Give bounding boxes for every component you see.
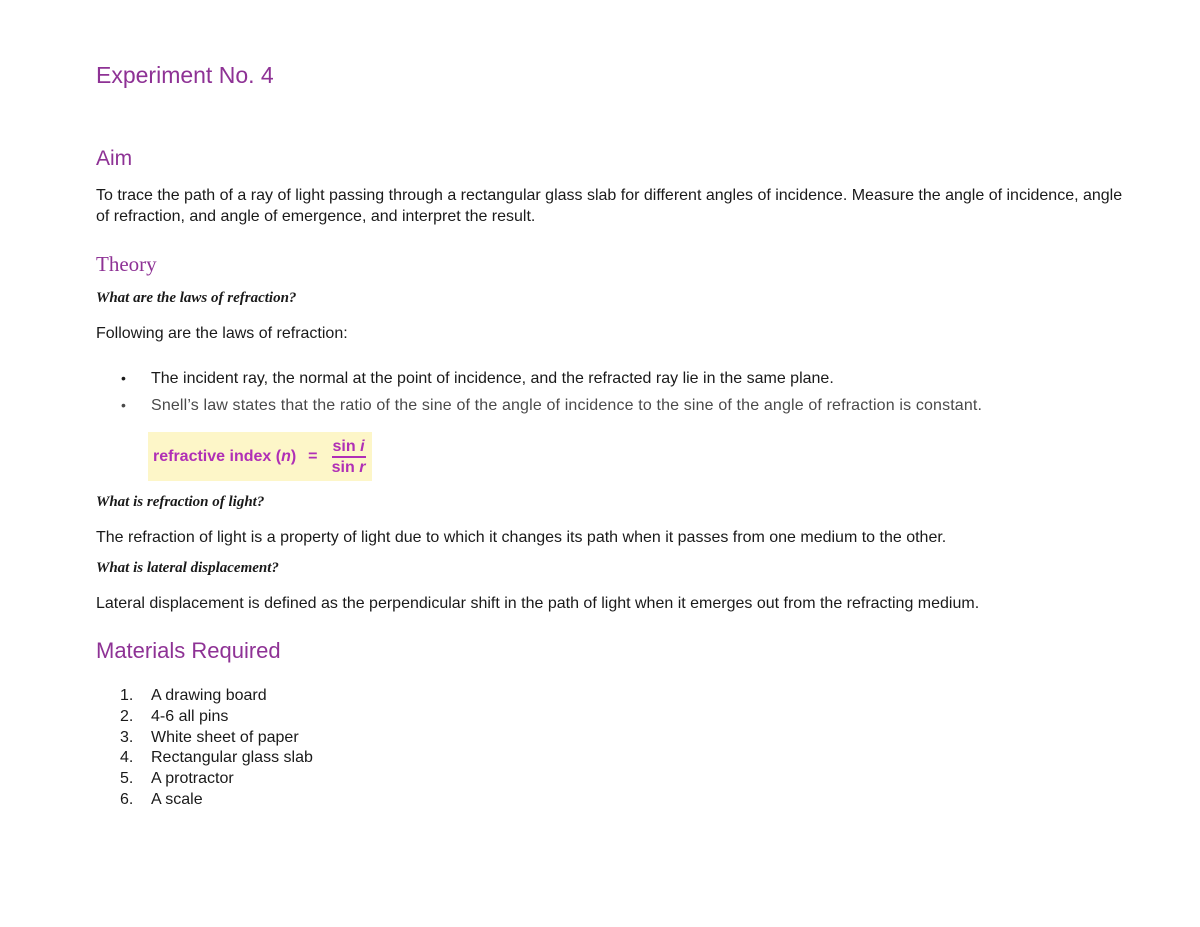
list-item xyxy=(96,392,982,419)
law-text: Snell’s law states that the ratio of the sine of the angle of incidence to the sine of the angle of refraction is constant. xyxy=(151,397,983,414)
formula-equals: = xyxy=(308,447,318,465)
formula-denominator: sin r xyxy=(331,458,366,476)
bullet-icon: • xyxy=(121,370,126,386)
laws-list xyxy=(96,365,982,419)
list-item xyxy=(96,748,313,769)
list-item xyxy=(96,707,313,728)
question-laws-of-refraction: What are the laws of refraction? xyxy=(96,290,297,306)
formula-fraction xyxy=(332,437,366,477)
aim-text: To trace the path of a ray of light passing through a rectangular glass slab for different angles of incidence. Measure the angle of incidence, angle of refraction, and angle of emergence, and interpret the result. xyxy=(96,187,1123,225)
law-text: The incident ray, the normal at the point of incidence, and the refracted ray lie in the same plane. xyxy=(151,370,834,387)
item-number: 6. xyxy=(120,790,134,808)
item-number: 2. xyxy=(120,707,134,725)
list-item xyxy=(96,728,313,749)
item-label: White sheet of paper xyxy=(151,728,299,746)
formula-lhs: refractive index (n) xyxy=(153,447,297,465)
list-item xyxy=(96,365,982,392)
laws-intro: Following are the laws of refraction: xyxy=(96,325,348,342)
bullet-icon: • xyxy=(121,397,127,413)
materials-list xyxy=(96,686,313,811)
item-label: A protractor xyxy=(151,770,234,788)
item-number: 1. xyxy=(120,687,134,704)
question-lateral-displacement: What is lateral displacement? xyxy=(96,560,279,576)
item-label: Rectangular glass slab xyxy=(151,749,313,767)
item-label: A drawing board xyxy=(151,687,267,704)
item-number: 5. xyxy=(120,770,134,788)
materials-heading: Materials Required xyxy=(96,638,281,663)
item-label: 4-6 all pins xyxy=(151,707,229,725)
list-item xyxy=(96,686,313,707)
question-refraction-of-light: What is refraction of light? xyxy=(96,494,265,510)
answer-refraction-of-light: The refraction of light is a property of light due to which it changes its path when it passes from one medium to the other. xyxy=(96,529,947,546)
theory-heading: Theory xyxy=(96,252,157,276)
item-number: 4. xyxy=(120,749,134,767)
answer-lateral-displacement: Lateral displacement is defined as the perpendicular shift in the path of light when it emerges out from the refracting medium. xyxy=(96,595,980,612)
page-title: Experiment No. 4 xyxy=(96,62,274,88)
formula-numerator: sin i xyxy=(332,437,366,458)
aim-heading: Aim xyxy=(96,147,133,170)
item-label: A scale xyxy=(151,790,203,808)
refractive-index-formula xyxy=(148,432,372,481)
list-item xyxy=(96,790,313,811)
list-item xyxy=(96,769,313,790)
item-number: 3. xyxy=(120,728,134,746)
